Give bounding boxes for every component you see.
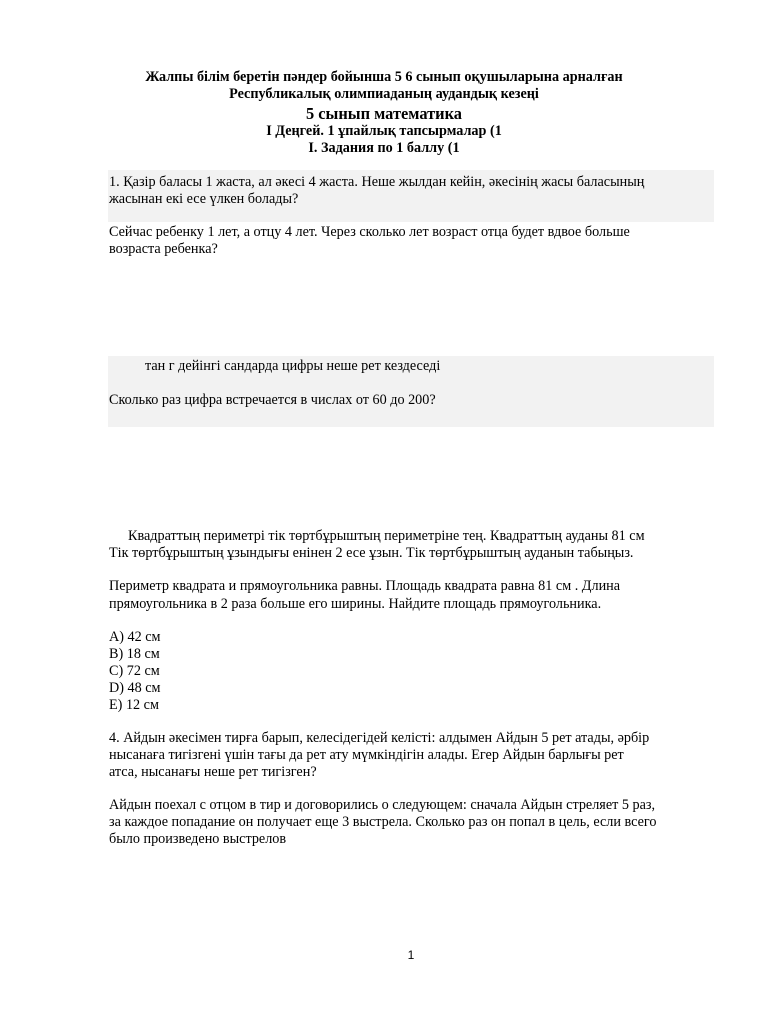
task-1-kz-line-1: 1. Қазір баласы 1 жаста, ал әкесі 4 жаста. Неше жылдан кейін, әкесінің жасы баласының: [109, 174, 645, 190]
task-4-ru-line-1: Айдын поехал с отцом в тир и договорились о следующем: сначала Айдын стреляет 5 раз,: [109, 797, 656, 813]
task-4-kz-line-2: нысанаға тигізгені үшін тағы да рет ату мүмкіндігін алады. Егер Айдын барлығы рет: [109, 747, 624, 763]
task-3-option-e: E) 12 см: [109, 697, 159, 713]
header-subject: 5 сынып математика: [305, 104, 462, 123]
header-level-ru: I. Задания по 1 баллу (1: [308, 140, 460, 156]
task-3-option-d: D) 48 см: [109, 680, 161, 696]
task-3-kz-line-1: Квадраттың периметрі тік төртбұрыштың периметріне тең. Квадраттың ауданы 81 см: [128, 528, 645, 544]
task-4-kz-line-3: атса, нысанағы неше рет тигізген?: [109, 764, 317, 780]
task-3-option-c: C) 72 см: [109, 663, 160, 679]
header-level-kz: I Деңгей. 1 ұпайлық тапсырмалар (1: [266, 123, 502, 139]
task-2-kz-line-1: тан г дейінгі сандарда цифры неше рет кездеседі: [145, 358, 441, 374]
header-title-line-2: Республикалық олимпиаданың аудандық кезеңі: [229, 86, 539, 102]
task-3-option-a: A) 42 см: [109, 629, 161, 645]
task-3-option-b: B) 18 см: [109, 646, 160, 662]
task-3-ru-line-1: Периметр квадрата и прямоугольника равны. Площадь квадрата равна 81 см . Длина: [109, 578, 621, 594]
task-1-ru-line-2: возраста ребенка?: [109, 241, 218, 257]
task-4-kz-line-1: 4. Айдын әкесімен тирға барып, келесідегідей келісті: алдымен Айдын 5 рет атады, әрбір: [109, 730, 650, 746]
task-3-ru-line-2: прямоугольника в 2 раза больше его ширины. Найдите площадь прямоугольника.: [109, 596, 602, 612]
task-1-kz-line-2: жасынан екі есе үлкен болады?: [109, 191, 299, 207]
task-2-ru-line-1: Сколько раз цифра встречается в числах от 60 до 200?: [109, 392, 436, 408]
task-4-ru-line-3: было произведено выстрелов: [109, 831, 287, 847]
task-4-ru-line-2: за каждое попадание он получает еще 3 выстрела. Сколько раз он попал в цель, если всего: [109, 814, 657, 830]
task-3-kz-line-2: Тік төртбұрыштың ұзындығы енінен 2 есе ұзын. Тік төртбұрыштың ауданын табыңыз.: [109, 545, 634, 561]
page-number: 1: [407, 948, 415, 962]
task-1-ru-line-1: Сейчас ребенку 1 лет, а отцу 4 лет. Через сколько лет возраст отца будет вдвое больше: [109, 224, 630, 240]
header-title-line-1: Жалпы білім беретін пәндер бойынша 5 6 сынып оқушыларына арналған: [145, 69, 623, 85]
